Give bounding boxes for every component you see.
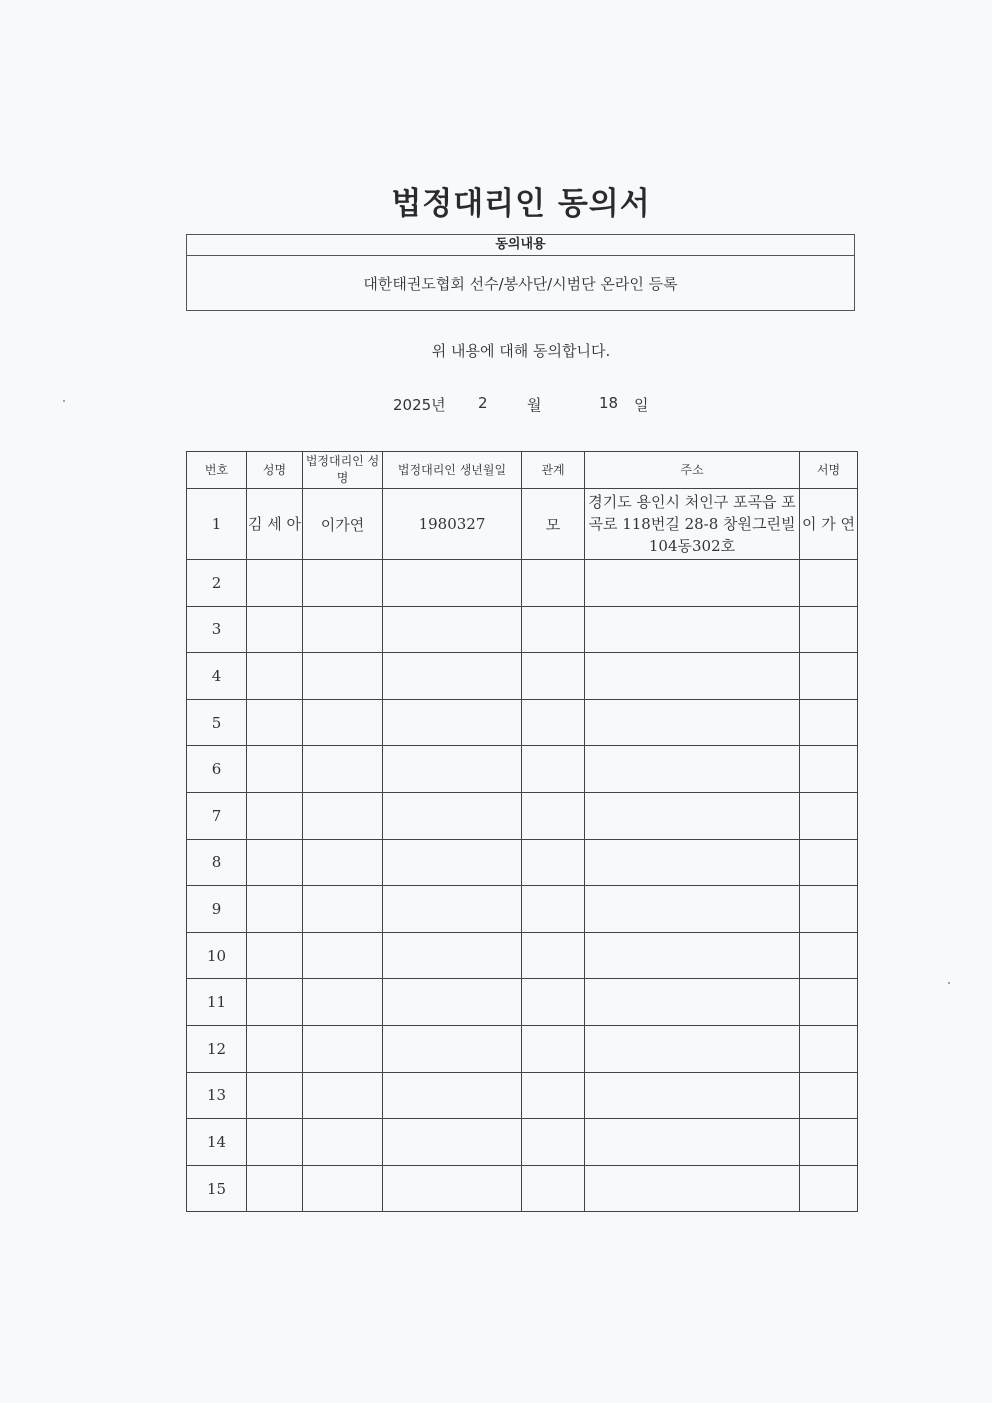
guardian-signature — [800, 1165, 858, 1212]
guardian-birthdate — [383, 839, 522, 886]
address — [585, 839, 800, 886]
table-row — [187, 1072, 858, 1119]
table-row — [187, 489, 858, 560]
date-year: 2025년 — [393, 396, 446, 414]
participant-name — [247, 699, 303, 746]
scan-speck — [63, 400, 65, 402]
address — [585, 979, 800, 1026]
relation — [522, 979, 585, 1026]
guardian-name — [303, 560, 383, 607]
guardian-name — [303, 932, 383, 979]
guardian-birthdate — [383, 1025, 522, 1072]
date-month: 2 — [478, 394, 488, 412]
address — [585, 653, 800, 700]
row-number: 11 — [187, 979, 247, 1026]
relation — [522, 1119, 585, 1166]
relation — [522, 932, 585, 979]
relation — [522, 792, 585, 839]
document-title: 법정대리인 동의서 — [391, 186, 651, 222]
relation — [522, 1165, 585, 1212]
consent-content-box — [186, 234, 855, 311]
guardian-name — [303, 653, 383, 700]
participant-name — [247, 1119, 303, 1166]
address — [585, 560, 800, 607]
guardian-name — [303, 839, 383, 886]
address — [585, 1025, 800, 1072]
table-row — [187, 979, 858, 1026]
address — [585, 886, 800, 933]
table-row — [187, 746, 858, 793]
relation — [522, 746, 585, 793]
table-row — [187, 932, 858, 979]
address — [585, 606, 800, 653]
date-day: 18 — [599, 394, 619, 412]
participant-name — [247, 839, 303, 886]
guardian-signature — [800, 1025, 858, 1072]
row-number: 12 — [187, 1025, 247, 1072]
row-number: 10 — [187, 932, 247, 979]
date-month-unit: 월 — [527, 396, 542, 414]
guardian-name: 이가연 — [303, 489, 383, 560]
guardian-birthdate — [383, 746, 522, 793]
address — [585, 746, 800, 793]
guardian-name — [303, 979, 383, 1026]
participant-name — [247, 606, 303, 653]
relation — [522, 653, 585, 700]
table-row — [187, 653, 858, 700]
address — [585, 932, 800, 979]
row-number: 5 — [187, 699, 247, 746]
guardian-signature — [800, 606, 858, 653]
header-guardian-name: 법정대리인 성명 — [303, 452, 383, 489]
guardian-name — [303, 792, 383, 839]
guardian-signature: 이 가 연 — [800, 489, 858, 560]
guardian-birthdate: 1980327 — [383, 489, 522, 560]
guardian-signature — [800, 1119, 858, 1166]
row-number: 8 — [187, 839, 247, 886]
participant-name — [247, 746, 303, 793]
guardian-signature — [800, 699, 858, 746]
row-number: 6 — [187, 746, 247, 793]
row-number: 14 — [187, 1119, 247, 1166]
table-row — [187, 792, 858, 839]
header-address: 주소 — [585, 452, 800, 489]
address — [585, 1072, 800, 1119]
relation — [522, 606, 585, 653]
table-row — [187, 839, 858, 886]
header-guardian-birth: 법정대리인 생년월일 — [383, 452, 522, 489]
row-number: 9 — [187, 886, 247, 933]
relation — [522, 886, 585, 933]
relation — [522, 1025, 585, 1072]
relation — [522, 560, 585, 607]
guardian-birthdate — [383, 606, 522, 653]
table-row — [187, 1165, 858, 1212]
guardian-birthdate — [383, 792, 522, 839]
guardian-birthdate — [383, 560, 522, 607]
participant-name — [247, 886, 303, 933]
address — [585, 1119, 800, 1166]
header-name: 성명 — [247, 452, 303, 489]
participant-name — [247, 653, 303, 700]
address — [585, 699, 800, 746]
guardian-signature — [800, 746, 858, 793]
guardian-signature — [800, 886, 858, 933]
table-row — [187, 699, 858, 746]
guardian-birthdate — [383, 699, 522, 746]
guardian-signature — [800, 932, 858, 979]
address — [585, 1165, 800, 1212]
guardian-roster-table — [186, 451, 858, 1212]
participant-name: 김 세 아 — [247, 489, 303, 560]
guardian-name — [303, 886, 383, 933]
row-number: 2 — [187, 560, 247, 607]
participant-name — [247, 1025, 303, 1072]
relation: 모 — [522, 489, 585, 560]
guardian-name — [303, 1119, 383, 1166]
address — [585, 792, 800, 839]
guardian-signature — [800, 653, 858, 700]
header-signature: 서명 — [800, 452, 858, 489]
relation — [522, 1072, 585, 1119]
address: 경기도 용인시 처인구 포곡읍 포곡로 118번길 28-8 창원그린빌 104동302호 — [585, 489, 800, 560]
date-day-unit: 일 — [634, 396, 649, 414]
guardian-name — [303, 699, 383, 746]
guardian-birthdate — [383, 653, 522, 700]
table-row — [187, 1025, 858, 1072]
header-relation: 관계 — [522, 452, 585, 489]
table-row — [187, 560, 858, 607]
row-number: 4 — [187, 653, 247, 700]
agreement-statement: 위 내용에 대해 동의합니다. — [431, 342, 611, 360]
row-number: 3 — [187, 606, 247, 653]
consent-heading: 동의내용 — [187, 235, 854, 256]
participant-name — [247, 979, 303, 1026]
relation — [522, 839, 585, 886]
participant-name — [247, 792, 303, 839]
participant-name — [247, 560, 303, 607]
guardian-signature — [800, 792, 858, 839]
table-row — [187, 1119, 858, 1166]
guardian-birthdate — [383, 1072, 522, 1119]
row-number: 1 — [187, 489, 247, 560]
guardian-birthdate — [383, 1119, 522, 1166]
row-number: 15 — [187, 1165, 247, 1212]
table-row — [187, 886, 858, 933]
guardian-birthdate — [383, 979, 522, 1026]
guardian-name — [303, 1072, 383, 1119]
participant-name — [247, 1165, 303, 1212]
guardian-birthdate — [383, 932, 522, 979]
guardian-name — [303, 606, 383, 653]
row-number: 13 — [187, 1072, 247, 1119]
guardian-birthdate — [383, 1165, 522, 1212]
scan-speck — [948, 982, 950, 984]
guardian-signature — [800, 1072, 858, 1119]
table-header-row — [187, 452, 858, 489]
row-number: 7 — [187, 792, 247, 839]
guardian-name — [303, 1025, 383, 1072]
participant-name — [247, 932, 303, 979]
guardian-name — [303, 746, 383, 793]
guardian-signature — [800, 839, 858, 886]
participant-name — [247, 1072, 303, 1119]
guardian-signature — [800, 560, 858, 607]
table-row — [187, 606, 858, 653]
guardian-birthdate — [383, 886, 522, 933]
guardian-signature — [800, 979, 858, 1026]
consent-content: 대한태권도협회 선수/봉사단/시범단 온라인 등록 — [363, 275, 678, 293]
guardian-name — [303, 1165, 383, 1212]
relation — [522, 699, 585, 746]
header-number: 번호 — [187, 452, 247, 489]
